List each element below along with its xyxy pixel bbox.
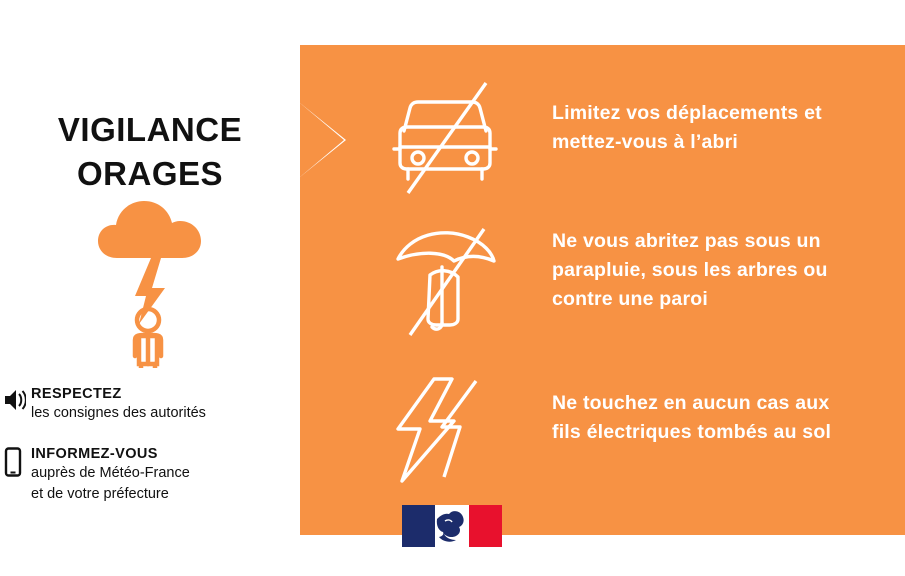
lightning-bolts-icon [380, 365, 510, 495]
advice-heading: RESPECTEZ [31, 386, 122, 402]
tip-text [552, 389, 882, 447]
marianne-profile-icon [435, 505, 469, 547]
tip-row [300, 75, 905, 205]
umbrella-crossed-out-icon [380, 215, 510, 345]
panel-arrow-icon [300, 103, 356, 177]
tip-text-line1: Limitez vos déplacements et [552, 102, 822, 124]
tip-text-line1: Ne vous abritez pas sous un [552, 230, 821, 252]
tip-row [300, 215, 905, 345]
republique-francaise-flag-logo [402, 505, 502, 547]
flag-red-band [469, 505, 502, 547]
advice-list [0, 385, 300, 526]
tip-text-line2: fils électriques tombés au sol [552, 420, 832, 443]
advice-subtext-line1: auprès de Météo-France [31, 465, 190, 482]
smartphone-icon [2, 447, 26, 475]
page-title-line1: VIGILANCE [57, 111, 243, 148]
car-crossed-out-icon [380, 75, 510, 205]
storm-cloud-lightning-person-icon [95, 196, 205, 368]
page-title [0, 108, 300, 195]
flag-white-band [435, 505, 468, 547]
tip-text [552, 99, 882, 157]
advice-heading: INFORMEZ-VOUS [31, 446, 158, 463]
tip-text [552, 227, 882, 314]
advice-subtext-line2: et de votre préfecture [31, 485, 169, 502]
advice-item-respectez [0, 385, 300, 423]
advice-item-informez-vous [0, 445, 300, 503]
orange-advice-panel [300, 45, 905, 535]
tip-text-line3: contre une paroi [552, 287, 708, 310]
left-info-panel [0, 0, 300, 576]
tip-row [300, 365, 905, 495]
advice-subtext: les consignes des autorités [31, 405, 206, 422]
tip-text-line1: Ne touchez en aucun cas aux [552, 392, 830, 414]
tip-text-line2: parapluie, sous les arbres ou [552, 258, 828, 281]
flag-blue-band [402, 505, 435, 547]
tip-text-line2: mettez-vous à l’abri [552, 130, 739, 153]
speaker-broadcast-icon [2, 387, 26, 415]
page-title-line2: ORAGES [76, 154, 224, 192]
